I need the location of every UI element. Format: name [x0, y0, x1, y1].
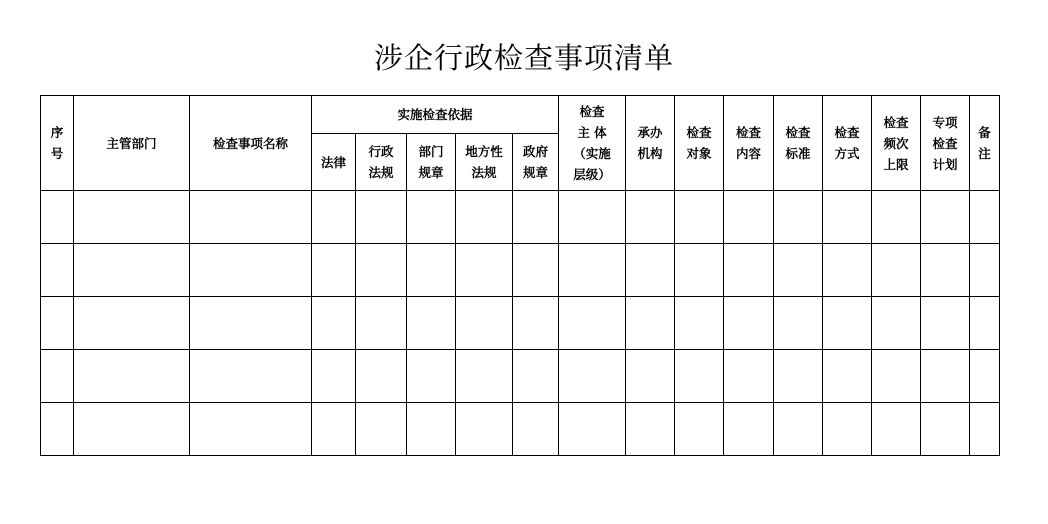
table-row: [41, 297, 1000, 350]
table-cell[interactable]: [970, 191, 1000, 244]
table-cell[interactable]: [456, 350, 513, 403]
table-cell[interactable]: [312, 244, 356, 297]
table-cell[interactable]: [190, 244, 312, 297]
table-cell[interactable]: [356, 350, 407, 403]
table-cell[interactable]: [312, 191, 356, 244]
document-title: 涉企行政检查事项清单: [373, 41, 674, 75]
table-cell[interactable]: [626, 350, 675, 403]
table-cell[interactable]: [970, 403, 1000, 456]
table-cell[interactable]: [190, 403, 312, 456]
table-cell[interactable]: [823, 403, 872, 456]
table-cell[interactable]: [559, 244, 626, 297]
header-basis-gov-rule: 政府 规章: [513, 134, 559, 191]
table-cell[interactable]: [872, 244, 921, 297]
table-cell[interactable]: [456, 244, 513, 297]
header-plan: 专项 检查 计划: [921, 96, 970, 191]
table-cell[interactable]: [41, 350, 74, 403]
table-cell[interactable]: [921, 244, 970, 297]
table-cell[interactable]: [356, 403, 407, 456]
table-cell[interactable]: [41, 403, 74, 456]
table-cell[interactable]: [41, 191, 74, 244]
table-cell[interactable]: [407, 191, 456, 244]
table-cell[interactable]: [513, 244, 559, 297]
table-cell[interactable]: [41, 297, 74, 350]
table-cell[interactable]: [970, 297, 1000, 350]
table-cell[interactable]: [190, 297, 312, 350]
table-cell[interactable]: [774, 403, 823, 456]
table-cell[interactable]: [356, 191, 407, 244]
table-cell[interactable]: [312, 350, 356, 403]
header-basis-group: 实施检查依据: [312, 96, 559, 134]
table-cell[interactable]: [872, 403, 921, 456]
table-cell[interactable]: [774, 350, 823, 403]
table-cell[interactable]: [626, 191, 675, 244]
table-cell[interactable]: [675, 297, 724, 350]
header-basis-law: 法律: [312, 134, 356, 191]
table-cell[interactable]: [626, 297, 675, 350]
table-cell[interactable]: [872, 350, 921, 403]
table-cell[interactable]: [41, 244, 74, 297]
header-content: 检查 内容: [724, 96, 774, 191]
table-cell[interactable]: [626, 403, 675, 456]
table-cell[interactable]: [774, 297, 823, 350]
table-cell[interactable]: [513, 297, 559, 350]
table-cell[interactable]: [356, 244, 407, 297]
table-cell[interactable]: [872, 191, 921, 244]
table-cell[interactable]: [675, 403, 724, 456]
table-cell[interactable]: [921, 403, 970, 456]
header-remark: 备 注: [970, 96, 1000, 191]
table-cell[interactable]: [675, 244, 724, 297]
table-cell[interactable]: [774, 244, 823, 297]
table-cell[interactable]: [921, 350, 970, 403]
table-cell[interactable]: [872, 297, 921, 350]
header-frequency: 检查 频次 上限: [872, 96, 921, 191]
header-basis-local-reg: 地方性 法规: [456, 134, 513, 191]
table-cell[interactable]: [190, 350, 312, 403]
table-cell[interactable]: [190, 191, 312, 244]
header-dept: 主管部门: [74, 96, 190, 191]
table-cell[interactable]: [823, 350, 872, 403]
header-method: 检查 方式: [823, 96, 872, 191]
table-cell[interactable]: [74, 244, 190, 297]
table-cell[interactable]: [559, 350, 626, 403]
table-cell[interactable]: [724, 350, 774, 403]
header-target: 检查 对象: [675, 96, 724, 191]
table-cell[interactable]: [970, 244, 1000, 297]
header-row-top: [41, 96, 1000, 134]
table-cell[interactable]: [921, 297, 970, 350]
table-cell[interactable]: [407, 403, 456, 456]
table-cell[interactable]: [724, 403, 774, 456]
table-cell[interactable]: [356, 297, 407, 350]
table-cell[interactable]: [456, 403, 513, 456]
table-cell[interactable]: [312, 403, 356, 456]
header-org: 承办 机构: [626, 96, 675, 191]
table-cell[interactable]: [675, 191, 724, 244]
header-seq: 序 号: [41, 96, 74, 191]
header-subject: 检查 主 体 （实施 层级）: [559, 96, 626, 191]
table-cell[interactable]: [74, 297, 190, 350]
table-cell[interactable]: [74, 403, 190, 456]
table-body: [41, 191, 1000, 456]
table-cell[interactable]: [312, 297, 356, 350]
table-cell[interactable]: [74, 191, 190, 244]
table-cell[interactable]: [74, 350, 190, 403]
table-cell[interactable]: [823, 244, 872, 297]
table-cell[interactable]: [921, 191, 970, 244]
table-cell[interactable]: [407, 350, 456, 403]
table-row: [41, 350, 1000, 403]
table-cell[interactable]: [675, 350, 724, 403]
table-cell[interactable]: [724, 191, 774, 244]
table-cell[interactable]: [513, 403, 559, 456]
table-cell[interactable]: [774, 191, 823, 244]
header-basis-dept-rule: 部门 规章: [407, 134, 456, 191]
table-cell[interactable]: [724, 297, 774, 350]
table-row: [41, 244, 1000, 297]
table-cell[interactable]: [626, 244, 675, 297]
table-cell[interactable]: [407, 244, 456, 297]
table-cell[interactable]: [407, 297, 456, 350]
table-cell[interactable]: [823, 191, 872, 244]
table-cell[interactable]: [513, 191, 559, 244]
table-cell[interactable]: [456, 191, 513, 244]
header-standard: 检查 标准: [774, 96, 823, 191]
table-cell[interactable]: [456, 297, 513, 350]
table-row: [41, 191, 1000, 244]
inspection-table: [40, 95, 1000, 456]
table-cell[interactable]: [559, 191, 626, 244]
table-cell[interactable]: [559, 403, 626, 456]
table-cell[interactable]: [513, 350, 559, 403]
table-cell[interactable]: [823, 297, 872, 350]
header-item-name: 检查事项名称: [190, 96, 312, 191]
table-cell[interactable]: [724, 244, 774, 297]
table-row: [41, 403, 1000, 456]
table-cell[interactable]: [970, 350, 1000, 403]
header-basis-admin-reg: 行政 法规: [356, 134, 407, 191]
table-cell[interactable]: [559, 297, 626, 350]
